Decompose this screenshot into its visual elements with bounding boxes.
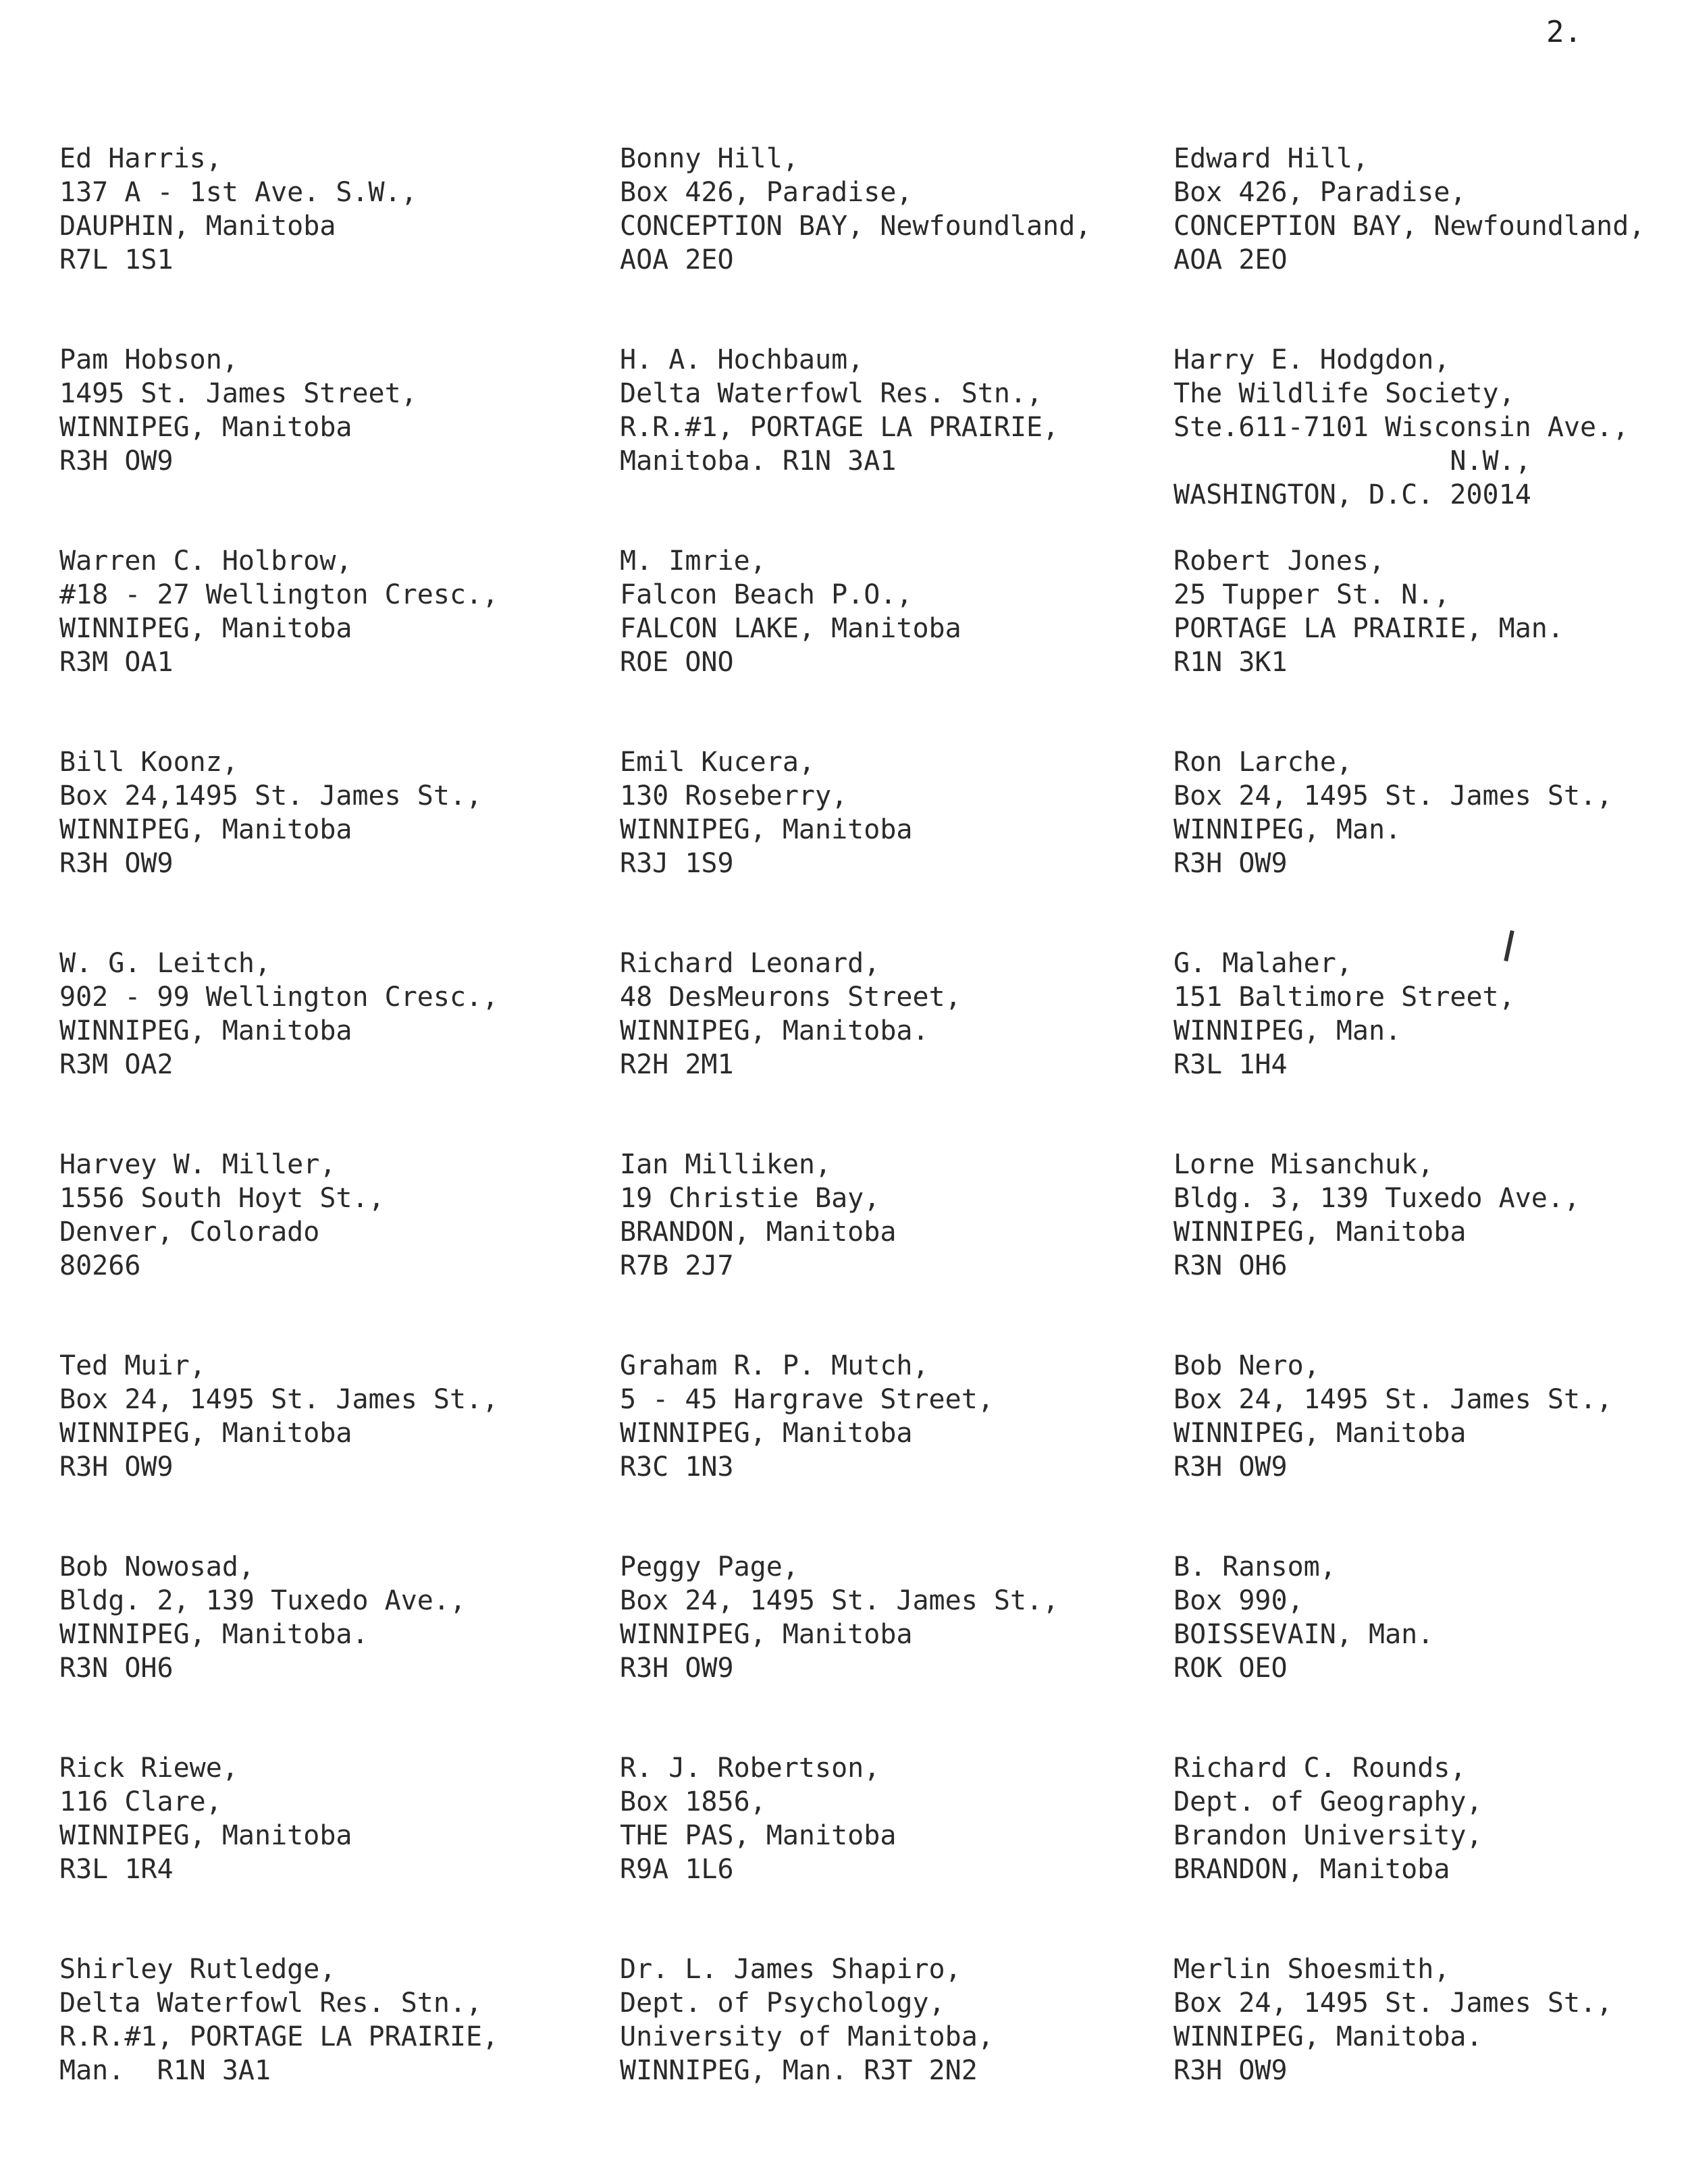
address-entry <box>1173 1952 1666 2154</box>
entry-address-line: R3M OA2 <box>59 1049 174 1080</box>
entry-address-line: WINNIPEG, Manitoba <box>620 1619 913 1650</box>
entry-name: Harvey W. Miller, <box>59 1149 336 1180</box>
entry-address-line: CONCEPTION BAY, Newfoundland, <box>1173 211 1645 242</box>
entry-address-line: WINNIPEG, Manitoba <box>620 814 913 845</box>
entry-address-line: Box 24, 1495 St. James St., <box>1173 780 1613 811</box>
entry-address-line: WINNIPEG, Manitoba <box>1173 1217 1467 1248</box>
address-entry <box>620 1550 1173 1751</box>
entry-address-line: R9A 1L6 <box>620 1854 734 1885</box>
entry-address-line: R3H OW9 <box>1173 1451 1288 1483</box>
entry-address-line: CONCEPTION BAY, Newfoundland, <box>620 211 1092 242</box>
entry-address-line: R3L 1R4 <box>59 1854 174 1885</box>
entry-address-line: PORTAGE LA PRAIRIE, Man. <box>1173 613 1564 644</box>
entry-address-line: R3J 1S9 <box>620 848 734 879</box>
entry-address-line: ROK OEO <box>1173 1653 1288 1684</box>
entry-address-line: R3H OW9 <box>1173 848 1288 879</box>
address-entry <box>59 1349 620 1550</box>
entry-address-line: University of Manitoba, <box>620 2021 994 2052</box>
entry-name: Bill Koonz, <box>59 747 238 778</box>
entry-name: Richard Leonard, <box>620 948 880 979</box>
entry-name: Rick Riewe, <box>59 1753 238 1784</box>
address-entry <box>59 1550 620 1751</box>
address-entry <box>59 1952 620 2154</box>
entry-address-line: Box 1856, <box>620 1786 766 1817</box>
entry-address-line: Brandon University, <box>1173 1820 1483 1851</box>
address-entry <box>620 1148 1173 1349</box>
address-entry <box>59 745 620 947</box>
entry-name: Merlin Shoesmith, <box>1173 1954 1450 1985</box>
entry-address-line: ROE ONO <box>620 647 734 678</box>
entry-address-line: WINNIPEG, Manitoba. <box>59 1619 369 1650</box>
entry-address-line: R3H OW9 <box>59 848 174 879</box>
address-entry <box>620 142 1173 343</box>
entry-address-line: 1495 St. James Street, <box>59 378 417 409</box>
entry-address-line: 116 Clare, <box>59 1786 222 1817</box>
entry-address-line: R7B 2J7 <box>620 1250 734 1281</box>
address-entry <box>1173 1349 1666 1550</box>
entry-address-line: WINNIPEG, Manitoba. <box>1173 2021 1483 2052</box>
entry-name: Edward Hill, <box>1173 143 1369 174</box>
entry-name: Emil Kucera, <box>620 747 815 778</box>
entry-address-line: 25 Tupper St. N., <box>1173 579 1450 610</box>
entry-address-line: 902 - 99 Wellington Cresc., <box>59 982 499 1013</box>
entry-address-line: R.R.#1, PORTAGE LA PRAIRIE, <box>59 2021 499 2052</box>
entry-name: B. Ransom, <box>1173 1551 1336 1582</box>
entry-address-line: BRANDON, Manitoba <box>620 1217 897 1248</box>
entry-address-line: AOA 2EO <box>1173 244 1288 275</box>
address-entry <box>620 1952 1173 2154</box>
entry-name: Shirley Rutledge, <box>59 1954 336 1985</box>
entry-address-line: THE PAS, Manitoba <box>620 1820 897 1851</box>
entry-address-line: Delta Waterfowl Res. Stn., <box>59 1988 483 2019</box>
address-list <box>59 142 1666 2154</box>
address-entry <box>59 343 620 544</box>
entry-address-line: WINNIPEG, Man. <box>1173 1015 1402 1046</box>
entry-address-line: R3N OH6 <box>59 1653 174 1684</box>
entry-address-line: Bldg. 2, 139 Tuxedo Ave., <box>59 1585 467 1616</box>
entry-name: G. Malaher, <box>1173 948 1352 979</box>
entry-name: Richard C. Rounds, <box>1173 1753 1467 1784</box>
entry-name: Ian Milliken, <box>620 1149 832 1180</box>
entry-name: Graham R. P. Mutch, <box>620 1350 929 1381</box>
address-entry <box>620 343 1173 544</box>
entry-address-line: 5 - 45 Hargrave Street, <box>620 1384 994 1415</box>
entry-address-line: R3L 1H4 <box>1173 1049 1288 1080</box>
address-entry <box>1173 343 1666 544</box>
entry-address-line: Box 426, Paradise, <box>620 177 913 208</box>
entry-address-line: FALCON LAKE, Manitoba <box>620 613 961 644</box>
entry-address-line: R3C 1N3 <box>620 1451 734 1483</box>
address-entry <box>620 745 1173 947</box>
entry-address-line: DAUPHIN, Manitoba <box>59 211 336 242</box>
address-entry <box>1173 1751 1666 1952</box>
address-entry <box>1173 1148 1666 1349</box>
entry-address-line: R3H OW9 <box>1173 2055 1288 2086</box>
entry-address-line: Manitoba. R1N 3A1 <box>620 446 897 477</box>
entry-name: Robert Jones, <box>1173 545 1386 577</box>
entry-address-line: R2H 2M1 <box>620 1049 734 1080</box>
entry-address-line: Dept. of Psychology, <box>620 1988 945 2019</box>
entry-address-line: WASHINGTON, D.C. 20014 <box>1173 479 1531 510</box>
entry-name: Warren C. Holbrow, <box>59 545 352 577</box>
entry-address-line: R1N 3K1 <box>1173 647 1288 678</box>
entry-address-line: The Wildlife Society, <box>1173 378 1515 409</box>
entry-name: H. A. Hochbaum, <box>620 344 864 375</box>
address-entry <box>59 142 620 343</box>
entry-address-line: WINNIPEG, Manitoba <box>59 1418 352 1449</box>
address-entry <box>620 1751 1173 1952</box>
entry-address-line: R7L 1S1 <box>59 244 174 275</box>
entry-address-line: Box 24, 1495 St. James St., <box>1173 1988 1613 2019</box>
address-entry <box>620 544 1173 745</box>
entry-address-line: Dept. of Geography, <box>1173 1786 1483 1817</box>
entry-address-line: R3H OW9 <box>620 1653 734 1684</box>
address-entry <box>59 1751 620 1952</box>
entry-address-line: BRANDON, Manitoba <box>1173 1854 1450 1885</box>
address-entry <box>59 544 620 745</box>
entry-address-line: WINNIPEG, Man. <box>1173 814 1402 845</box>
entry-address-line: Box 24, 1495 St. James St., <box>620 1585 1059 1616</box>
entry-address-line: WINNIPEG, Manitoba <box>59 1015 352 1046</box>
entry-address-line: R3M OA1 <box>59 647 174 678</box>
entry-name: Pam Hobson, <box>59 344 238 375</box>
entry-address-line: R3H OW9 <box>59 446 174 477</box>
entry-address-line: 151 Baltimore Street, <box>1173 982 1515 1013</box>
entry-name: Bonny Hill, <box>620 143 799 174</box>
entry-name: W. G. Leitch, <box>59 948 271 979</box>
entry-name: Dr. L. James Shapiro, <box>620 1954 961 1985</box>
entry-address-line: Delta Waterfowl Res. Stn., <box>620 378 1043 409</box>
entry-address-line: WINNIPEG, Man. R3T 2N2 <box>620 2055 978 2086</box>
address-entry <box>59 947 620 1148</box>
entry-address-line: Falcon Beach P.O., <box>620 579 913 610</box>
page-number: 2. <box>1546 15 1582 49</box>
address-entry <box>620 1349 1173 1550</box>
entry-name: Ed Harris, <box>59 143 222 174</box>
entry-address-line: 130 Roseberry, <box>620 780 848 811</box>
entry-address-line: Box 990, <box>1173 1585 1304 1616</box>
entry-name: Lorne Misanchuk, <box>1173 1149 1434 1180</box>
entry-name: Bob Nowosad, <box>59 1551 255 1582</box>
entry-name: Bob Nero, <box>1173 1350 1320 1381</box>
entry-address-line: WINNIPEG, Manitoba <box>620 1418 913 1449</box>
entry-name: Peggy Page, <box>620 1551 799 1582</box>
entry-address-line: Denver, Colorado <box>59 1217 320 1248</box>
entry-address-line: R3H OW9 <box>59 1451 174 1483</box>
entry-address-line: Man. R1N 3A1 <box>59 2055 271 2086</box>
address-entry <box>620 947 1173 1148</box>
entry-address-line: R.R.#1, PORTAGE LA PRAIRIE, <box>620 412 1059 443</box>
address-entry <box>1173 1550 1666 1751</box>
entry-address-line: WINNIPEG, Manitoba <box>59 1820 352 1851</box>
entry-address-line: WINNIPEG, Manitoba. <box>620 1015 929 1046</box>
entry-address-line: Box 426, Paradise, <box>1173 177 1467 208</box>
entry-address-line: WINNIPEG, Manitoba <box>59 412 352 443</box>
entry-address-line: WINNIPEG, Manitoba <box>1173 1418 1467 1449</box>
entry-name: Ron Larche, <box>1173 747 1352 778</box>
address-entry <box>1173 544 1666 745</box>
address-entry <box>1173 142 1666 343</box>
entry-address-line: 137 A - 1st Ave. S.W., <box>59 177 417 208</box>
entry-address-line: AOA 2EO <box>620 244 734 275</box>
entry-address-line: Ste.611-7101 Wisconsin Ave., <box>1173 412 1629 443</box>
entry-address-line: 48 DesMeurons Street, <box>620 982 961 1013</box>
entry-name: M. Imrie, <box>620 545 766 577</box>
entry-name: Harry E. Hodgdon, <box>1173 344 1450 375</box>
entry-address-line: #18 - 27 Wellington Cresc., <box>59 579 499 610</box>
entry-address-line: 1556 South Hoyt St., <box>59 1183 385 1214</box>
entry-address-line: WINNIPEG, Manitoba <box>59 613 352 644</box>
entry-address-line: Bldg. 3, 139 Tuxedo Ave., <box>1173 1183 1581 1214</box>
entry-address-line: Box 24, 1495 St. James St., <box>59 1384 499 1415</box>
entry-address-line: 19 Christie Bay, <box>620 1183 880 1214</box>
address-entry <box>1173 947 1666 1148</box>
entry-address-line: N.W., <box>1173 446 1531 477</box>
entry-address-line: BOISSEVAIN, Man. <box>1173 1619 1434 1650</box>
entry-address-line: WINNIPEG, Manitoba <box>59 814 352 845</box>
entry-name: R. J. Robertson, <box>620 1753 880 1784</box>
address-entry <box>1173 745 1666 947</box>
entry-address-line: Box 24,1495 St. James St., <box>59 780 483 811</box>
entry-name: Ted Muir, <box>59 1350 206 1381</box>
entry-address-line: Box 24, 1495 St. James St., <box>1173 1384 1613 1415</box>
address-entry <box>59 1148 620 1349</box>
entry-address-line: 80266 <box>59 1250 141 1281</box>
entry-address-line: R3N OH6 <box>1173 1250 1288 1281</box>
